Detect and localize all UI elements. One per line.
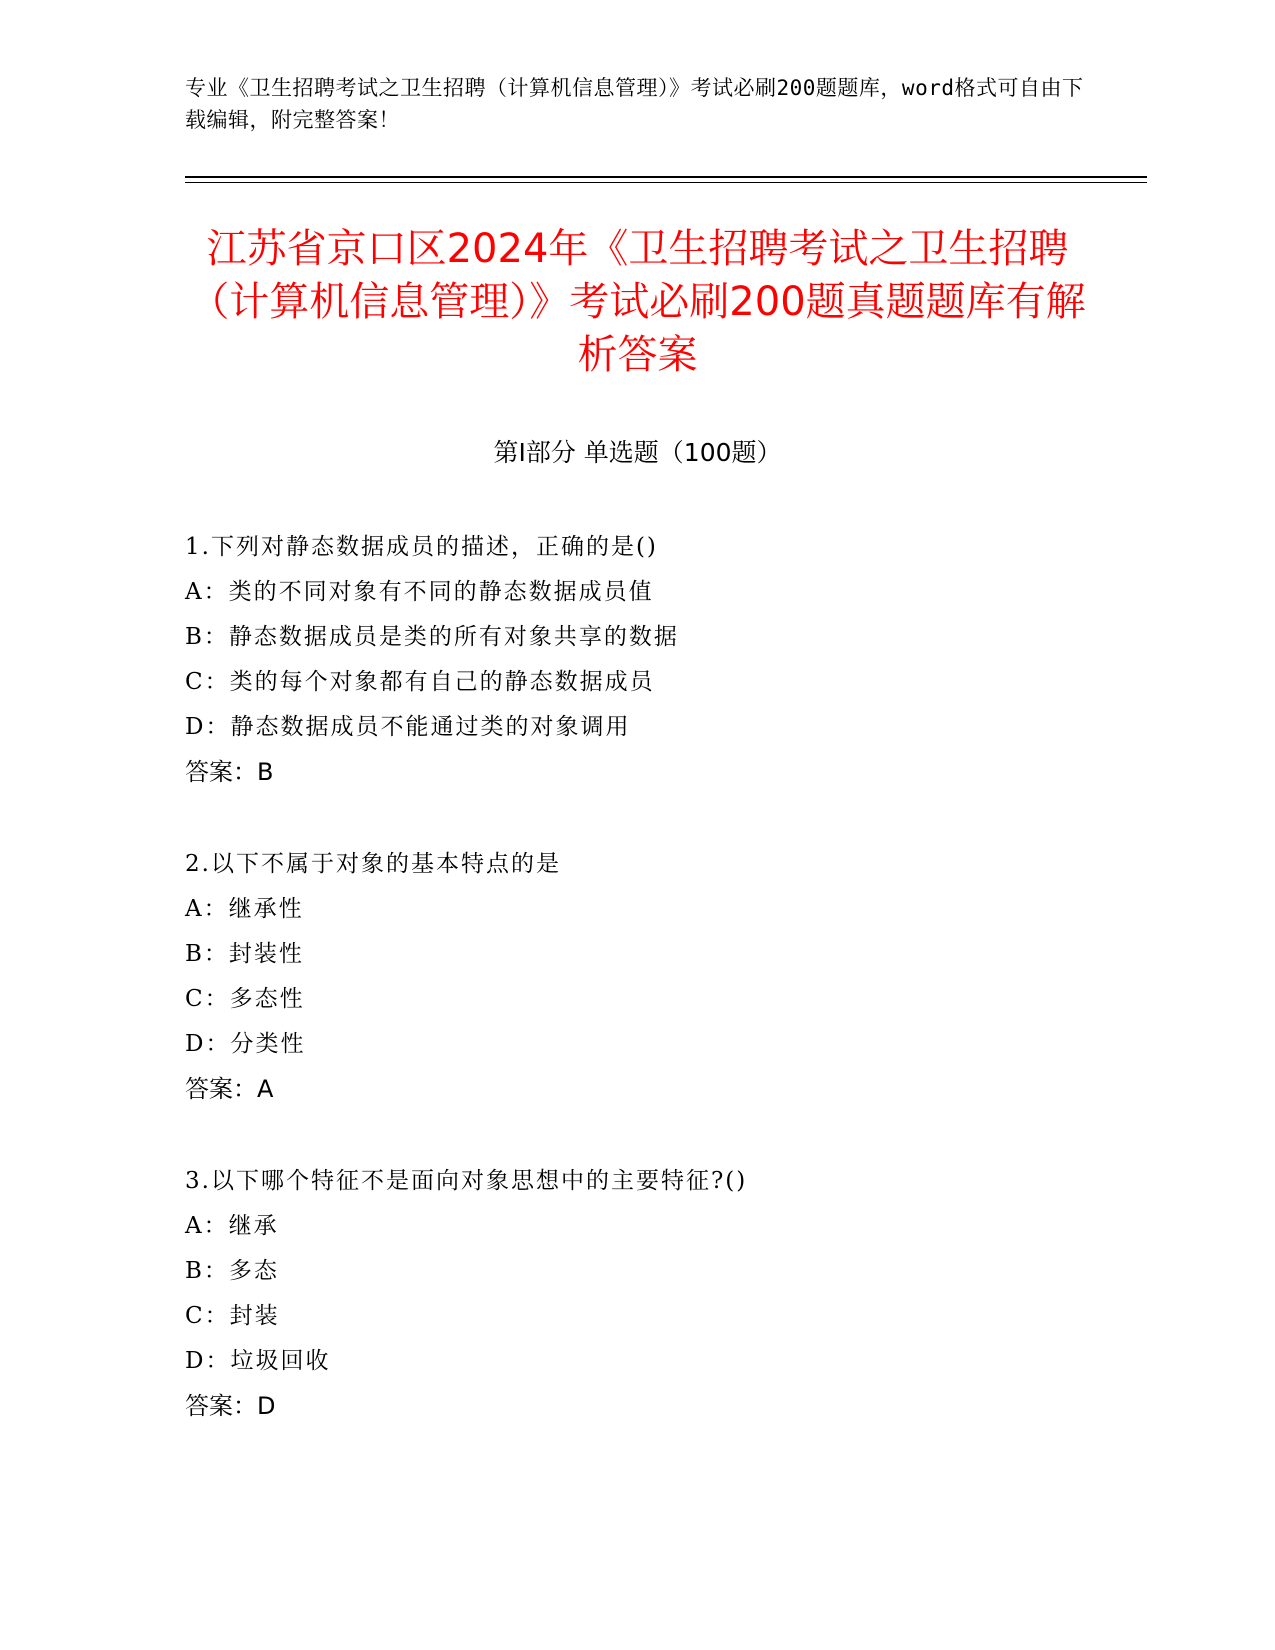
option-c: C：封装	[185, 1303, 280, 1329]
option-a: A：类的不同对象有不同的静态数据成员值	[185, 579, 654, 605]
option-b: B：静态数据成员是类的所有对象共享的数据	[185, 624, 679, 650]
question-1	[185, 525, 1085, 795]
option-a: A：继承	[185, 1213, 279, 1239]
question-3	[185, 1159, 1085, 1429]
header-note: 专业《卫生招聘考试之卫生招聘（计算机信息管理）》考试必刷200题题库，word格式可自由下载编辑，附完整答案！	[185, 76, 1084, 132]
option-c: C：多态性	[185, 986, 305, 1012]
document-title: 江苏省京口区2024年《卫生招聘考试之卫生招聘（计算机信息管理）》考试必刷200题真题题库有解析答案	[189, 226, 1086, 378]
question-2	[185, 842, 1085, 1112]
question-list	[185, 525, 1085, 1476]
question-stem: 2.以下不属于对象的基本特点的是	[185, 851, 561, 877]
option-b: B：多态	[185, 1258, 279, 1284]
answer-line: 答案：B	[185, 758, 274, 786]
option-c: C：类的每个对象都有自己的静态数据成员	[185, 669, 655, 695]
option-d: D：静态数据成员不能通过类的对象调用	[185, 714, 631, 740]
option-a: A：继承性	[185, 896, 304, 922]
option-b: B：封装性	[185, 941, 304, 967]
option-d: D：分类性	[185, 1031, 306, 1057]
answer-line: 答案：A	[185, 1075, 274, 1103]
header-divider-thick	[185, 176, 1147, 178]
answer-line: 答案：D	[185, 1392, 276, 1420]
option-d: D：垃圾回收	[185, 1348, 331, 1374]
question-stem: 1.下列对静态数据成员的描述，正确的是()	[185, 534, 658, 560]
header-divider-thin	[185, 182, 1147, 183]
section-heading: 第Ⅰ部分 单选题（100题）	[493, 438, 782, 467]
question-stem: 3.以下哪个特征不是面向对象思想中的主要特征?()	[185, 1168, 748, 1194]
